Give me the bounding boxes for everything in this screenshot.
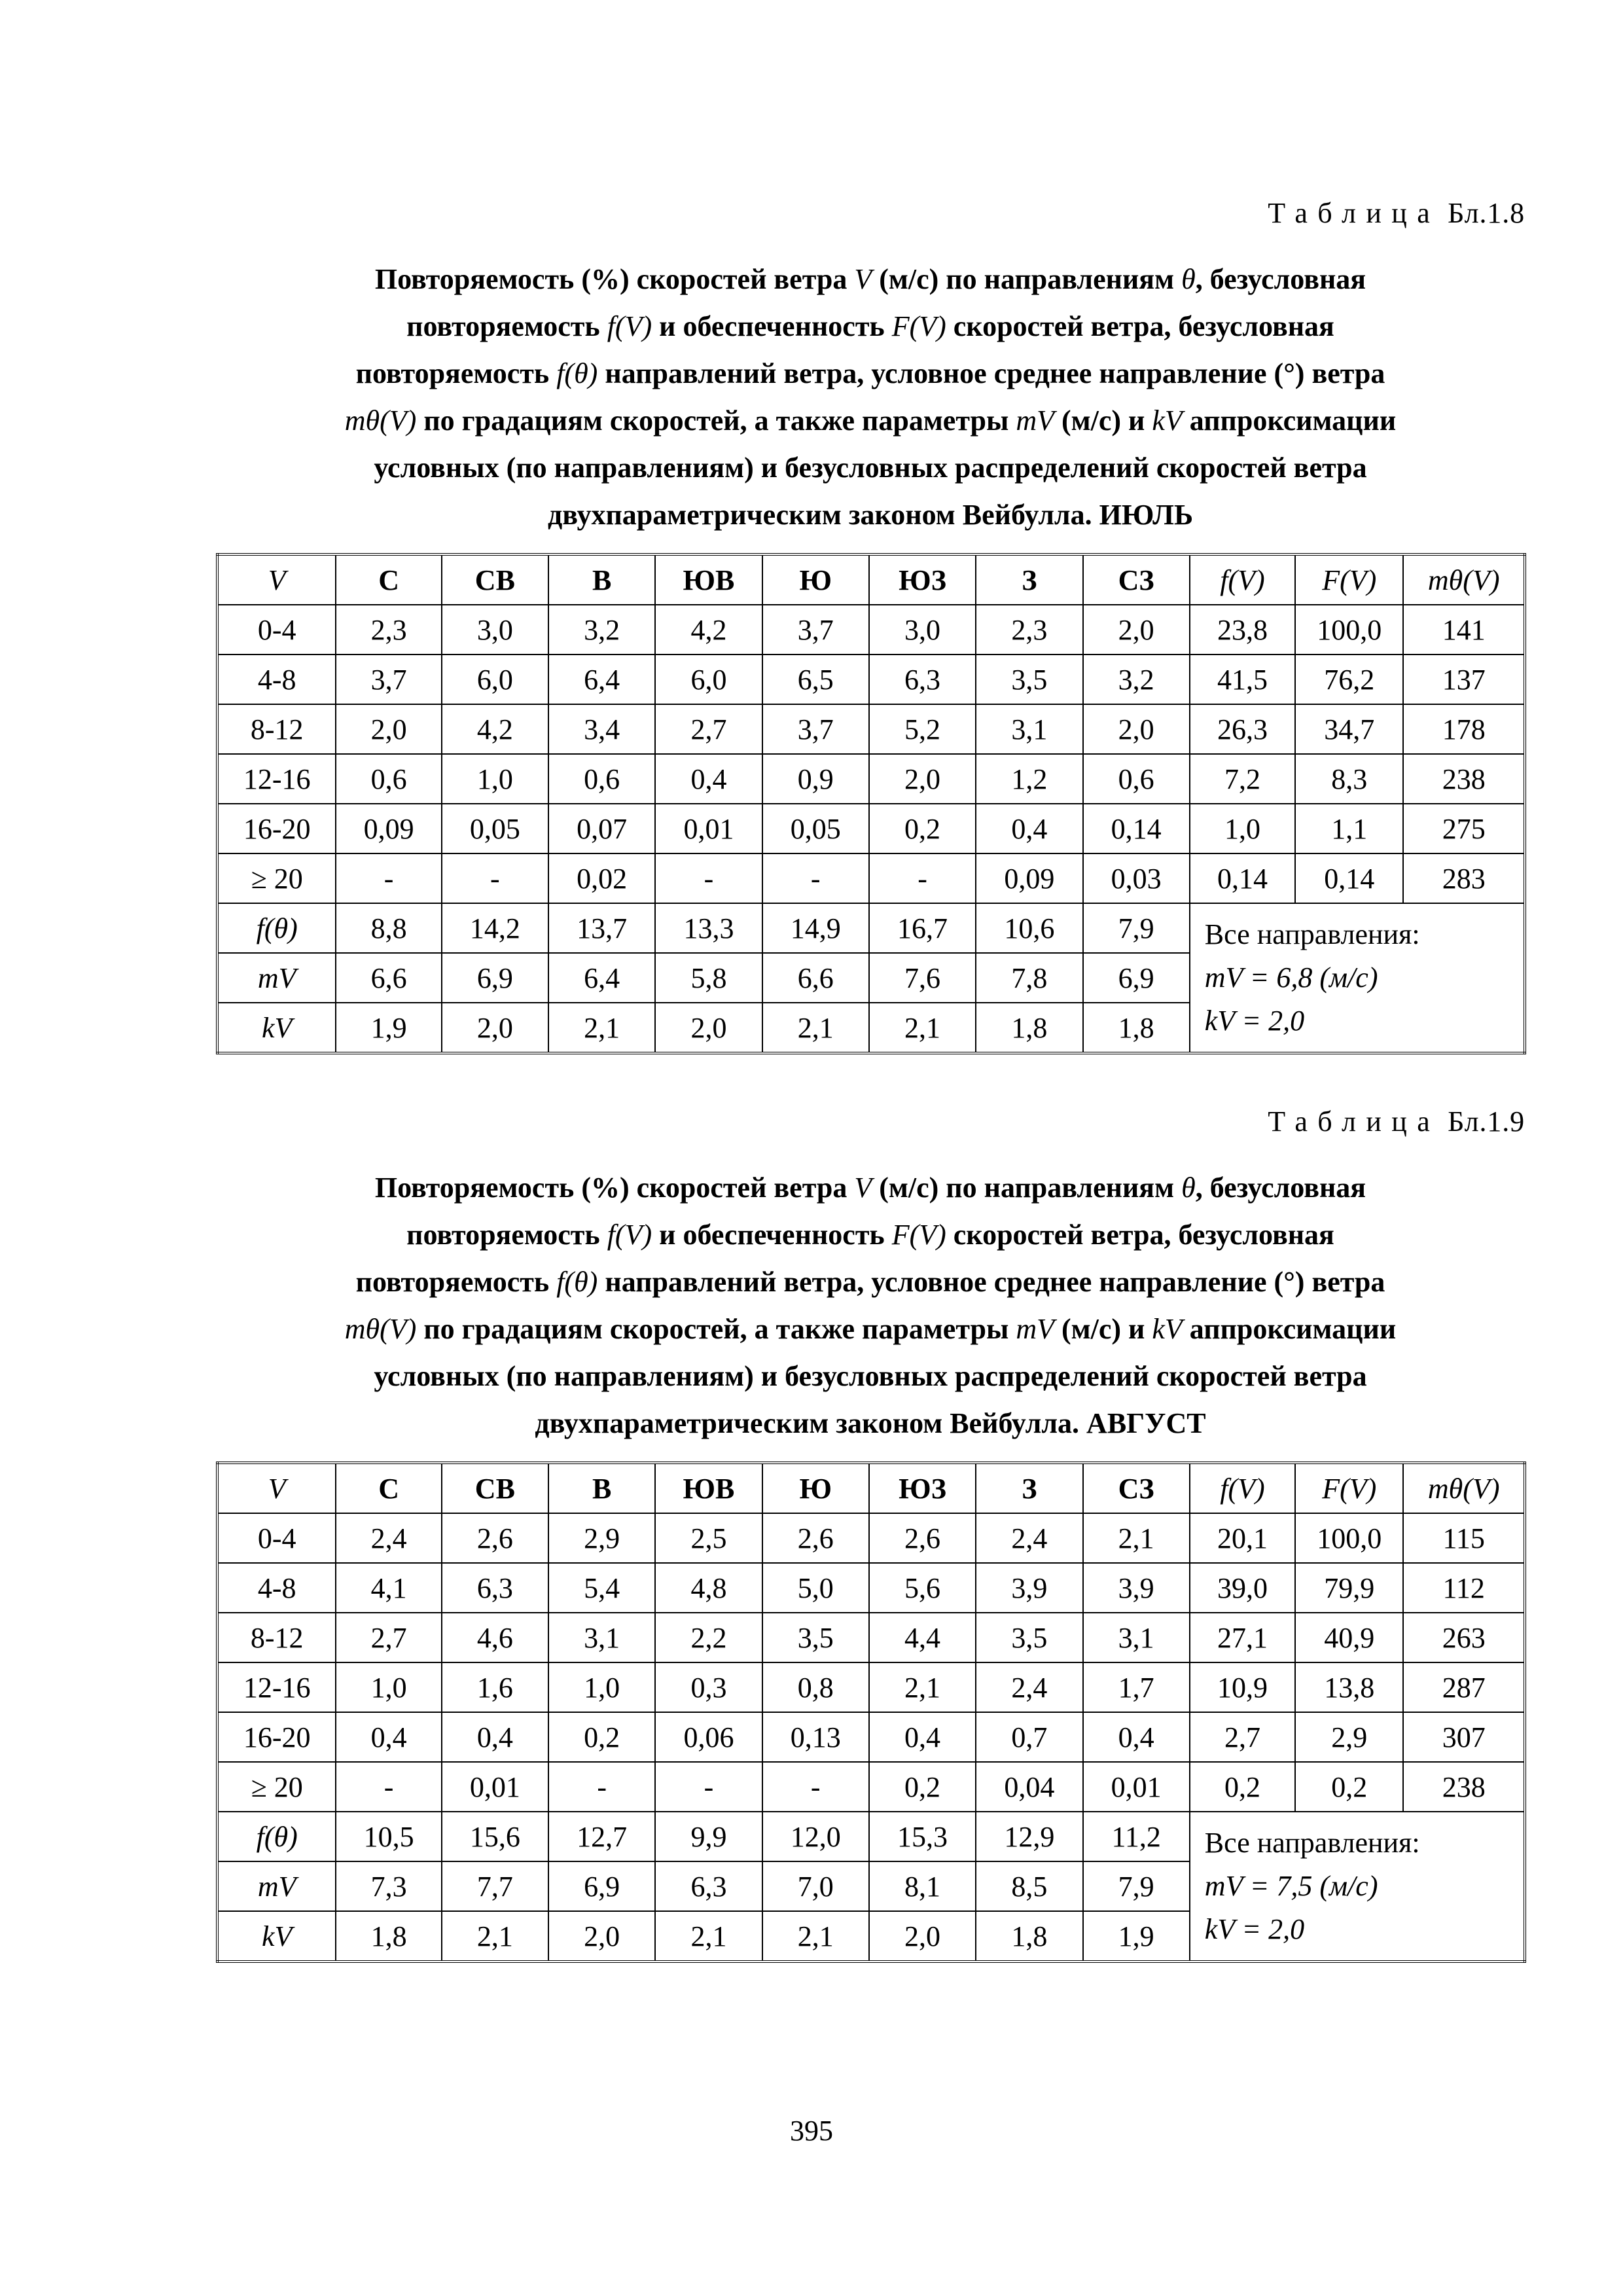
table-row: ≥ 20 - 0,01 - - - 0,2 0,04 0,01 0,2 0,2 238: [217, 1762, 1525, 1812]
table-row: 0-4 2,4 2,6 2,9 2,5 2,6 2,6 2,4 2,1 20,1 100,0 115: [217, 1513, 1525, 1563]
all-directions-note: Все направления: mV = 6,8 (м/с) kV = 2,0: [1190, 903, 1525, 1053]
wind-table-july: [216, 553, 1526, 1054]
table-label-number: Бл.1.8: [1448, 197, 1525, 229]
param-row-kv: kV 1,9 2,0 2,1 2,0 2,1 2,1 1,8 1,8: [217, 1003, 1525, 1053]
table-header-row: V С СВ В ЮВ Ю ЮЗ З СЗ f(V) F(V) mθ(V): [217, 1463, 1525, 1513]
table-label-word: Таблица: [1268, 1105, 1440, 1138]
table-label: [216, 196, 1525, 230]
table-row: 8-12 2,7 4,6 3,1 2,2 3,5 4,4 3,5 3,1 27,1 40,9 263: [217, 1613, 1525, 1662]
table-row: 4-8 4,1 6,3 5,4 4,8 5,0 5,6 3,9 3,9 39,0 79,9 112: [217, 1563, 1525, 1613]
table-row: 4-8 3,7 6,0 6,4 6,0 6,5 6,3 3,5 3,2 41,5 76,2 137: [217, 655, 1525, 704]
table-row: 0-4 2,3 3,0 3,2 4,2 3,7 3,0 2,3 2,0 23,8 100,0 141: [217, 605, 1525, 655]
table-label-word: Таблица: [1268, 197, 1440, 229]
table-label: [216, 1105, 1525, 1138]
param-row-mv: mV 7,3 7,7 6,9 6,3 7,0 8,1 8,5 7,9: [217, 1861, 1525, 1911]
param-row-f-theta: f(θ) 10,5 15,6 12,7 9,9 12,0 15,3 12,9 11,2 Все направления: mV = 7,5 (м/с) kV = 2,0: [217, 1812, 1525, 1861]
table-header-row: V С СВ В ЮВ Ю ЮЗ З СЗ f(V) F(V) mθ(V): [217, 554, 1525, 605]
table-row: 12-16 1,0 1,6 1,0 0,3 0,8 2,1 2,4 1,7 10,9 13,8 287: [217, 1662, 1525, 1712]
all-directions-note: Все направления: mV = 7,5 (м/с) kV = 2,0: [1190, 1812, 1525, 1962]
table-row: 12-16 0,6 1,0 0,6 0,4 0,9 2,0 1,2 0,6 7,2 8,3 238: [217, 754, 1525, 804]
wind-table-august: [216, 1462, 1526, 1963]
table-caption: Повторяемость (%) скоростей ветра V (м/с) по направлениям θ, безусловная повторяемость f(V) и обеспеченность F(V) скоростей ветра, безусловная повторяемость f(θ) направлений ветра, условное среднее направление (°) ветра mθ(V) по градациям скоростей, а также параметры mV (м/с) и kV аппроксимации условных (по направлениям) и безусловных распределений скоростей ветра двухпараметрическим законом Вейбулла. АВГУСТ: [344, 1172, 1397, 1439]
param-row-kv: kV 1,8 2,1 2,0 2,1 2,1 2,0 1,8 1,9: [217, 1911, 1525, 1962]
table-row: 8-12 2,0 4,2 3,4 2,7 3,7 5,2 3,1 2,0 26,3 34,7 178: [217, 704, 1525, 754]
table-row: 16-20 0,4 0,4 0,2 0,06 0,13 0,4 0,7 0,4 2,7 2,9 307: [217, 1712, 1525, 1762]
param-row-f-theta: f(θ) 8,8 14,2 13,7 13,3 14,9 16,7 10,6 7,9 Все направления: mV = 6,8 (м/с) kV = 2,0: [217, 903, 1525, 953]
table-row: 16-20 0,09 0,05 0,07 0,01 0,05 0,2 0,4 0,14 1,0 1,1 275: [217, 804, 1525, 853]
table-row: ≥ 20 - - 0,02 - - - 0,09 0,03 0,14 0,14 283: [217, 853, 1525, 903]
table-caption: Повторяемость (%) скоростей ветра V (м/с) по направлениям θ, безусловная повторяемость f(V) и обеспеченность F(V) скоростей ветра, безусловная повторяемость f(θ) направлений ветра, условное среднее направление (°) ветра mθ(V) по градациям скоростей, а также параметры mV (м/с) и kV аппроксимации условных (по направлениям) и безусловных распределений скоростей ветра двухпараметрическим законом Вейбулла. ИЮЛЬ: [344, 263, 1397, 531]
param-row-mv: mV 6,6 6,9 6,4 5,8 6,6 7,6 7,8 6,9: [217, 953, 1525, 1003]
table-label-number: Бл.1.9: [1448, 1105, 1525, 1138]
table-section-august: [216, 1105, 1525, 1963]
page-number: 395: [790, 2115, 833, 2147]
table-section-july: [216, 196, 1525, 1054]
